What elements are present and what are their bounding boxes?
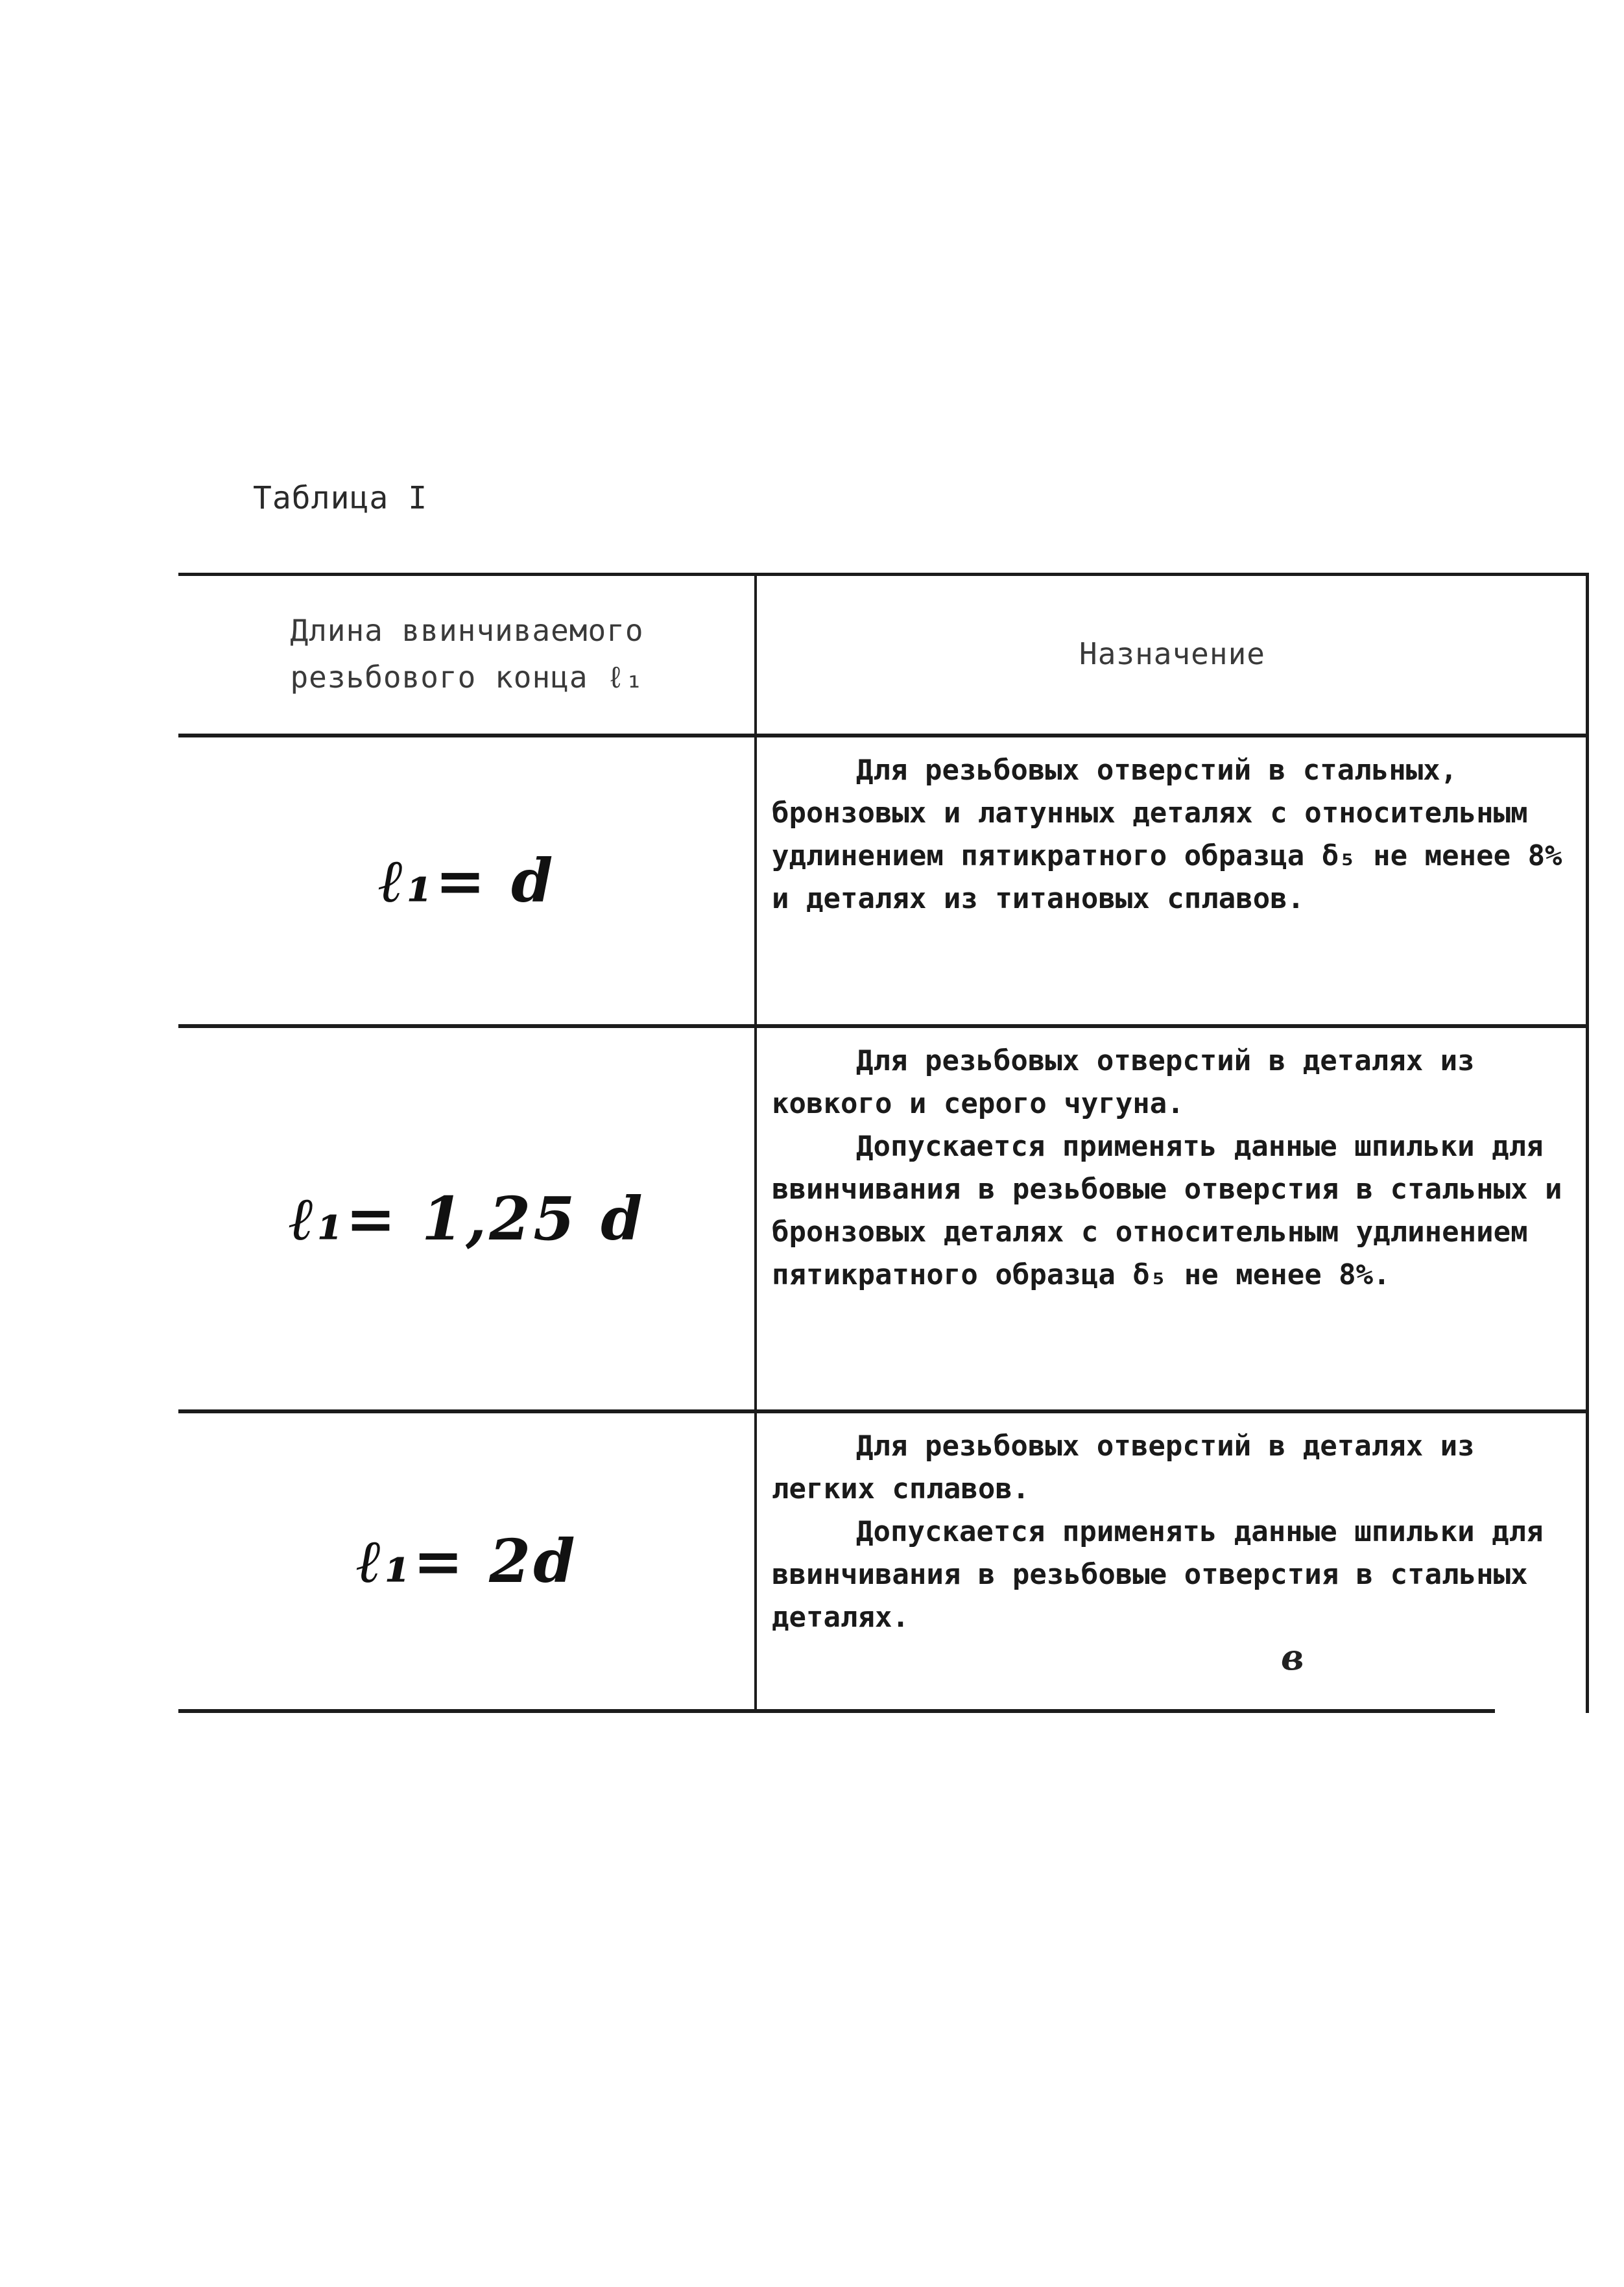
row2-paragraph-2: Допускается применять данные шпильки для ввинчивания в резьбовые отверстия в стальных и бронзовых деталях с относительным удлинением пятикратного образца δ₅ не менее 8%. <box>772 1130 1562 1291</box>
header-purpose-cell <box>756 573 1589 735</box>
row2-formula-cell <box>178 1028 756 1409</box>
row1-paragraph-1: Для резьбовых отверстий в стальных, бронзовых и латунных деталях с относительным удлинением пятикратного образца δ₅ не менее 8% и деталях из титановых сплавов. <box>772 754 1562 915</box>
table-caption: Таблица I <box>253 480 428 516</box>
row3-formula: ℓ₁= 2d <box>356 1526 578 1596</box>
row3-paragraph-2: Допускается применять данные шпильки для ввинчивания в резьбовые отверстия в стальных деталях. <box>772 1515 1544 1634</box>
row2-formula: ℓ₁= 1,25 d <box>289 1184 645 1254</box>
header-purpose-label: Назначение <box>1079 636 1265 671</box>
row3-formula-cell <box>178 1413 756 1709</box>
row2-paragraph-1: Для резьбовых отверстий в деталях из ковкого и серого чугуна. <box>772 1044 1475 1120</box>
margin-mark: в <box>1281 1636 1304 1678</box>
header-length-cell <box>178 573 756 735</box>
row1-formula-cell <box>178 737 756 1024</box>
row2-description <box>772 1040 1576 1297</box>
table-bottom-rule <box>178 1709 1495 1713</box>
table-right-border <box>1586 573 1589 1713</box>
row1-description <box>772 749 1576 920</box>
row3-paragraph-1: Для резьбовых отверстий в деталях из легких сплавов. <box>772 1430 1475 1505</box>
row3-description <box>772 1425 1576 1639</box>
data-table <box>178 573 1589 1713</box>
row1-formula: ℓ₁= d <box>378 846 556 916</box>
header-length-label: Длина ввинчиваемого резьбового конца ℓ₁ <box>290 613 644 695</box>
